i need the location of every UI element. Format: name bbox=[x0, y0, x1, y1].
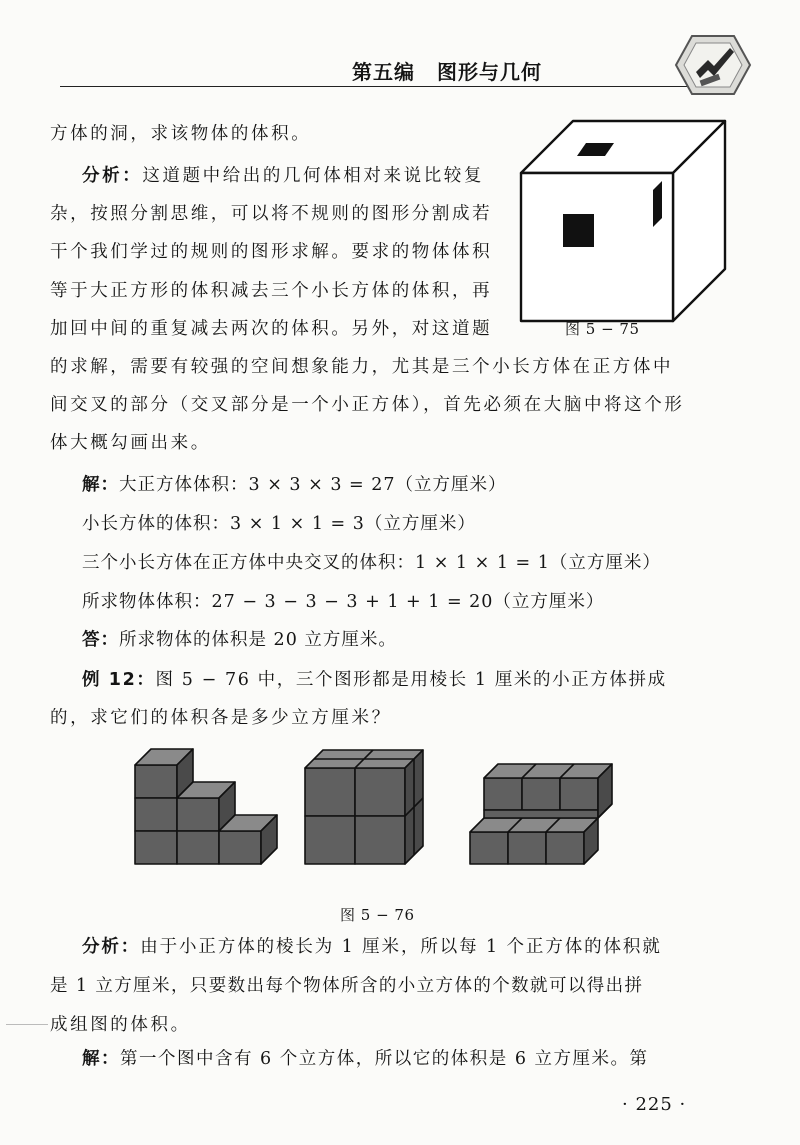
text-line: 解：大正方体体积：3 × 3 × 3 = 27（立方厘米） bbox=[82, 475, 507, 495]
text-line: 间交叉的部分（交叉部分是一个小正方体），首先必须在大脑中将这个形 bbox=[50, 395, 685, 415]
analysis-label: 分析： bbox=[82, 937, 141, 957]
text-line: 三个小长方体在正方体中央交叉的体积：1 × 1 × 1 = 1（立方厘米） bbox=[82, 553, 661, 573]
text-line: 解：第一个图中含有 6 个立方体，所以它的体积是 6 立方厘米。第 bbox=[82, 1049, 649, 1069]
margin-mark bbox=[6, 1024, 48, 1025]
text-line: 的求解，需要有较强的空间想象能力，尤其是三个小长方体在正方体中 bbox=[50, 357, 674, 377]
text-line: 成组图的体积。 bbox=[50, 1015, 191, 1035]
text-line: 加回中间的重复减去两次的体积。另外，对这道题 bbox=[50, 319, 493, 339]
header-rule bbox=[60, 86, 738, 87]
text-line: 小长方体的体积：3 × 1 × 1 = 3（立方厘米） bbox=[82, 514, 476, 534]
text-line: 是 1 立方厘米，只要数出每个物体所含的小立方体的个数就可以得出拼 bbox=[50, 976, 644, 996]
text-line: 的，求它们的体积各是多少立方厘米？ bbox=[50, 708, 392, 728]
header-title: 图形与几何 bbox=[437, 60, 542, 84]
header-part: 第五编 bbox=[352, 60, 415, 84]
text-line: 分析：这道题中给出的几何体相对来说比较复 bbox=[82, 166, 485, 186]
figure-caption: 图 5 − 75 bbox=[565, 320, 640, 338]
text-line: 杂，按照分割思维，可以将不规则的图形分割成若 bbox=[50, 204, 493, 224]
cube-assemblies-figure bbox=[125, 740, 645, 880]
text-line: 方体的洞，求该物体的体积。 bbox=[50, 124, 312, 144]
step-block-shape bbox=[470, 764, 612, 864]
text-line: 分析：由于小正方体的棱长为 1 厘米，所以每 1 个正方体的体积就 bbox=[82, 937, 662, 957]
running-header bbox=[352, 56, 542, 85]
text-line: 干个我们学过的规则的图形求解。要求的物体体积 bbox=[50, 242, 493, 262]
staircase-shape bbox=[135, 749, 277, 864]
text-line: 体大概勾画出来。 bbox=[50, 433, 211, 453]
front-hole bbox=[563, 214, 594, 247]
answer-label: 答： bbox=[82, 630, 119, 650]
solution-label: 解： bbox=[82, 1049, 120, 1069]
solution-label: 解： bbox=[82, 475, 119, 495]
chapter-badge-icon bbox=[672, 30, 752, 100]
text-line: 所求物体体积：27 − 3 − 3 − 3 + 1 + 1 = 20（立方厘米） bbox=[82, 592, 605, 612]
big-cube-shape bbox=[305, 750, 423, 864]
text-line: 等于大正方形的体积减去三个小长方体的体积，再 bbox=[50, 281, 493, 301]
cube-front-face bbox=[521, 173, 673, 321]
example-label: 例 12： bbox=[82, 670, 156, 690]
figure-caption: 图 5 − 76 bbox=[340, 906, 415, 924]
analysis-label: 分析： bbox=[82, 166, 143, 186]
text-line: 答：所求物体的体积是 20 立方厘米。 bbox=[82, 630, 397, 650]
cube-with-holes-figure bbox=[518, 118, 728, 323]
text-line: 例 12：图 5 − 76 中，三个图形都是用棱长 1 厘米的小正方体拼成 bbox=[82, 670, 667, 690]
page-number: · 225 · bbox=[622, 1094, 687, 1115]
